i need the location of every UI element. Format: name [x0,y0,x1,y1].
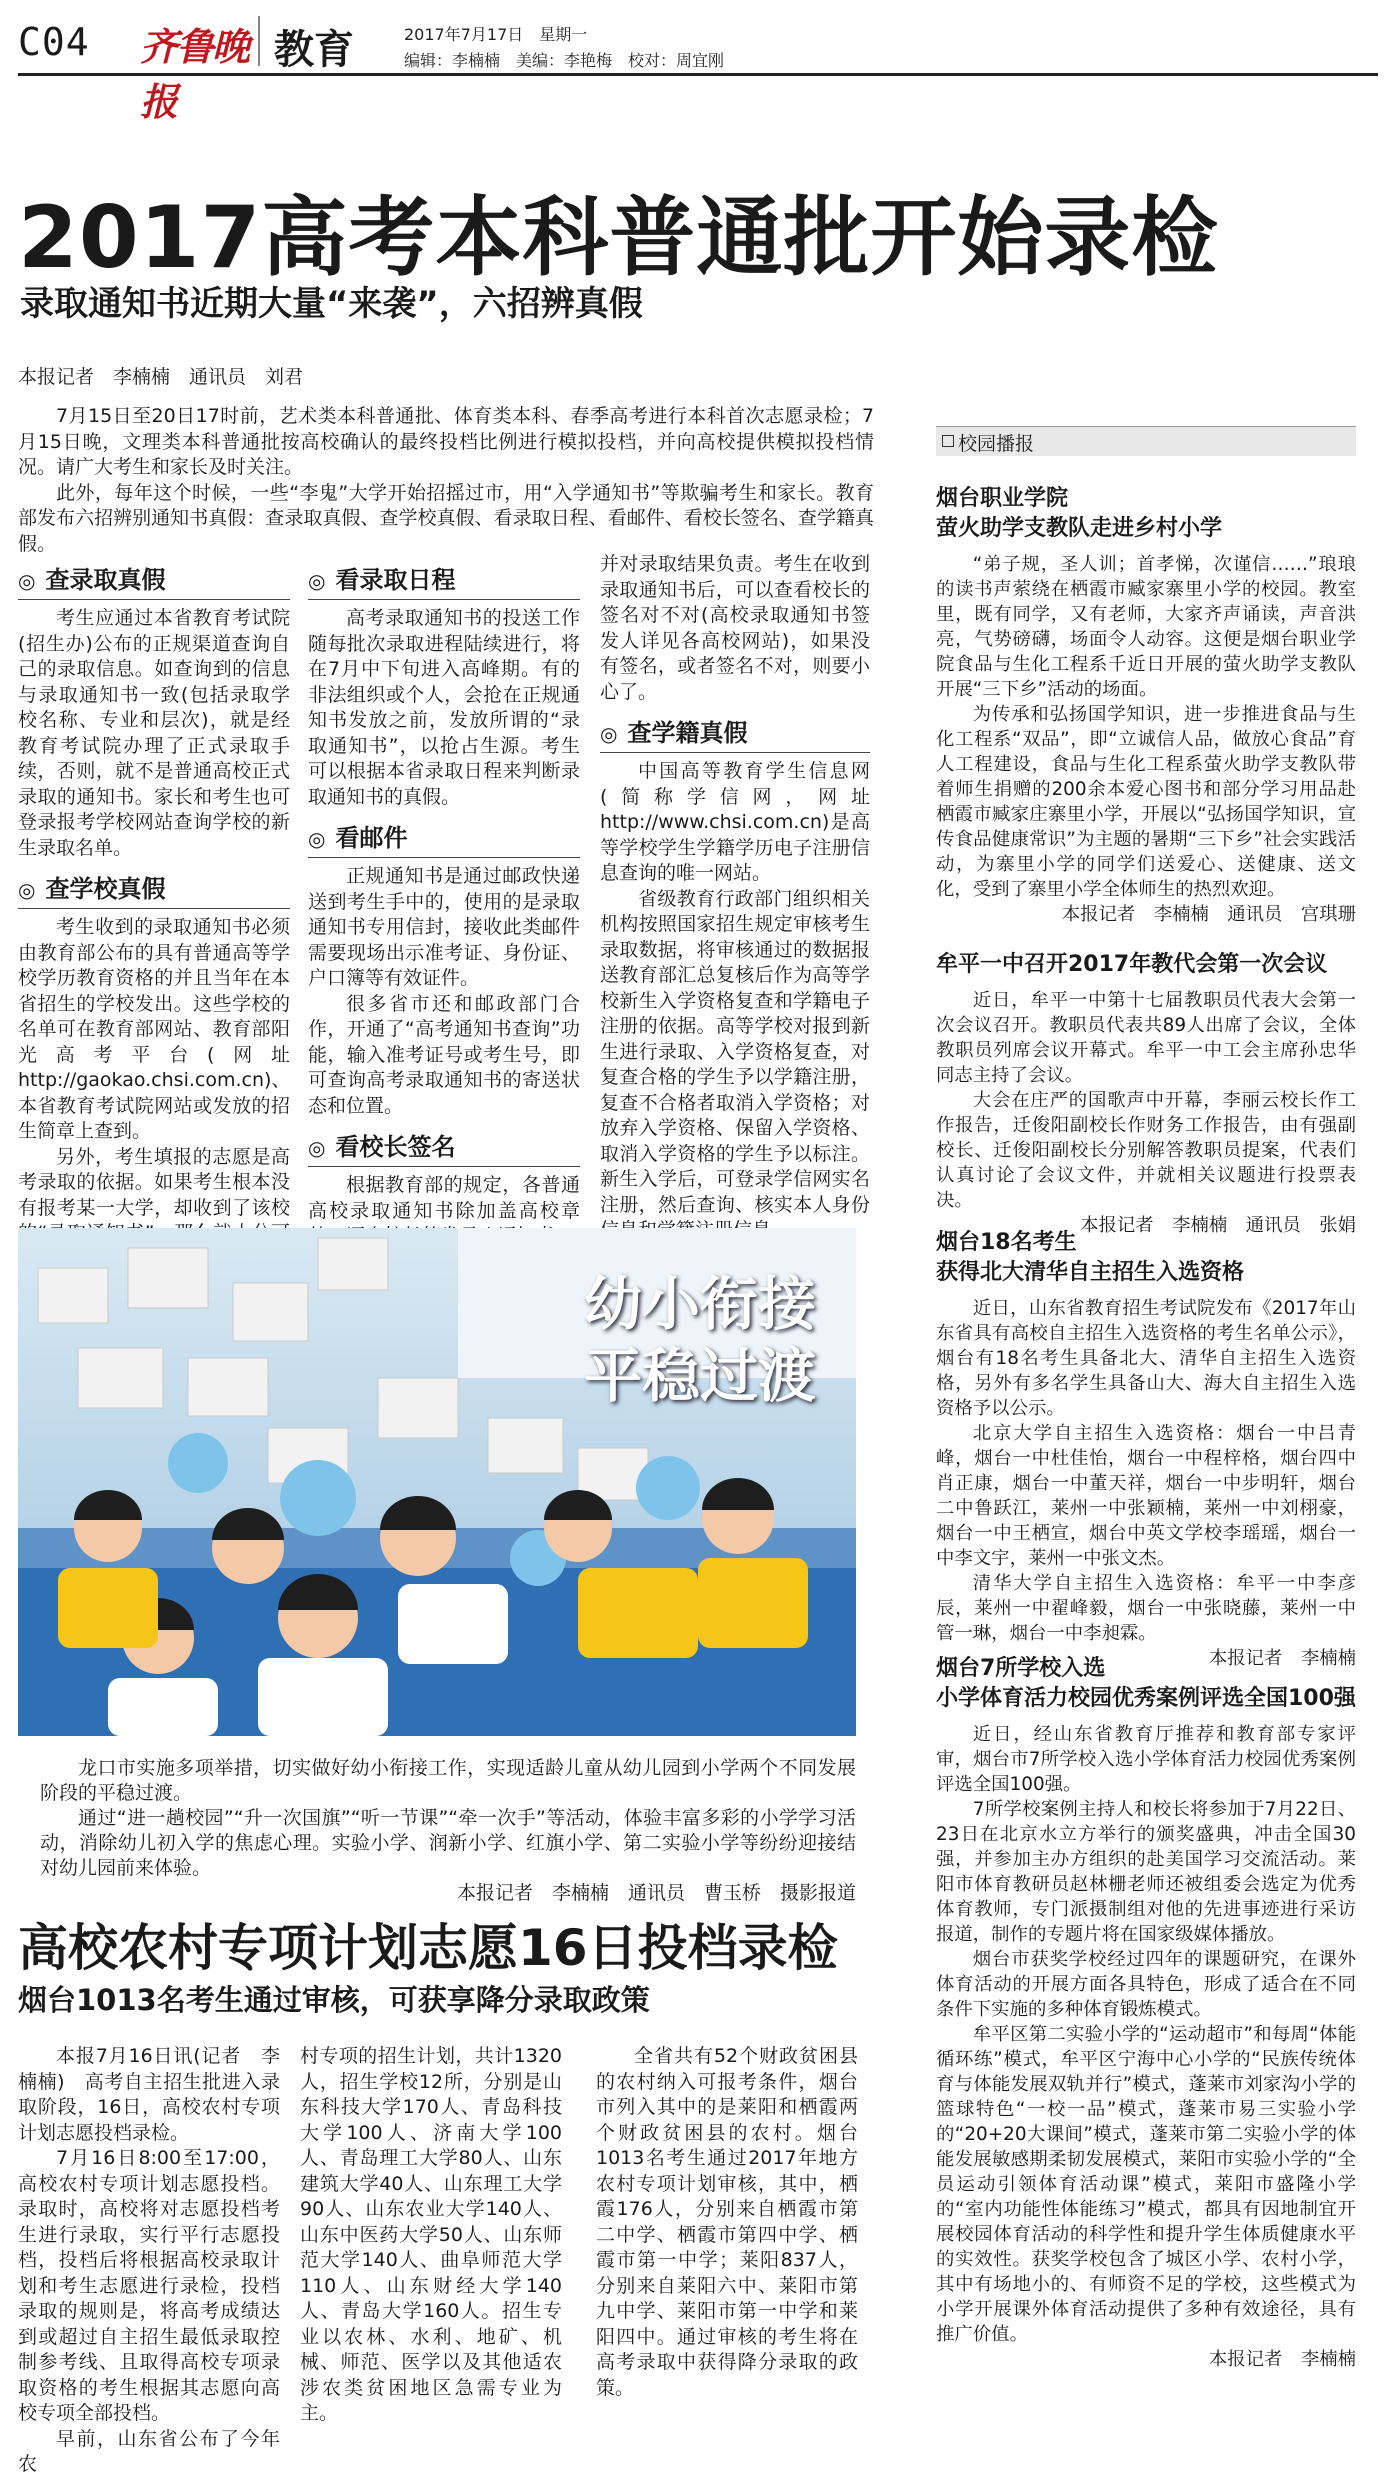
paragraph: 并对录取结果负责。考生在收到录取通知书后，可以查看校长的签名对不对(高校录取通知书签发人详见各高校网站)，如果没有签名，或者签名不对，则要小心了。 [600,553,870,703]
article-credit: 本报记者 李楠楠 [1208,2349,1356,2370]
campus-news-label: 校园播报 [958,433,1035,455]
paragraph: 牟平区第二实验小学的“运动超市”和每周“体能循环练”模式，牟平区宁海中心小学的“民族传统体育与体能发展双轨并行”模式，蓬莱市刘家沟小学的篮球特色“一校一品”模式，蓬莱市易三实验小学的“20+20大课间”模式，蓬莱市第二实验小学的体能发展敏感期柔韧发展模式，莱阳市实验小学的“全员运动引领体育活动课”模式，莱阳市盛隆小学的“室内功能性体能练习”模式，都具有因地制宜开展校园体育活动的科学性和提升学生体质健康水平的实效性。获奖学校包含了城区小学、农村小学，其中有场地小的、有师资不足的学校，这些模式为小学开展课外体育活动提供了多种有效途径，具有推广价值。 [936,2024,1356,2345]
article-title: 烟台职业学院 [936,486,1069,511]
campus-article-4 [936,1654,1356,2372]
paragraph: 近日，山东省教育招生考试院发布《2017年山东省具有高校自主招生入选资格的考生名单公示》，烟台有18名考生具备北大、清华自主招生入选资格，另外有多名学生具备山大、海大自主招生入选资格予以公示。 [936,1298,1356,1419]
target-icon: ◎ [308,1136,326,1160]
paragraph: 近日，牟平一中第十七届教职员代表大会第一次会议召开。教职员代表共89人出席了会议，全体教职员列席会议开幕式。牟平一中工会主席孙忠华同志主持了会议。 [936,990,1356,1086]
second-column-1 [18,2044,280,2478]
photo-title [584,1268,816,1412]
paragraph: 中国高等教育学生信息网(简称学信网，网址http://www.chsi.com.cn)是高等学校学生学籍学历电子注册信息查询的唯一网站。 [600,760,870,884]
target-icon: ◎ [600,722,618,746]
editor-credits: 编辑：李楠楠 美编：李艳梅 校对：周宜刚 [404,51,725,70]
photo-credit: 本报记者 李楠楠 通讯员 曹玉桥 摄影报道 [456,1882,856,1904]
photo-title-line-2: 平稳过渡 [583,1342,816,1410]
article-title: 牟平一中召开2017年教代会第一次会议 [936,952,1328,977]
paragraph: 7所学校案例主持人和校长将参加于7月22日、23日在北京水立方举行的颁奖盛典，冲击全国30强，并参加主办方组织的赴美国学习交流活动。莱阳市体育教研员赵林栅老师还被组委会选定为优秀体育教师，专门派摄制组对他的先进事迹进行采访报道，制作的专题片将在国家级媒体播放。 [936,1799,1356,1945]
paragraph: 村专项的招生计划，共计1320人，招生学校12所，分别是山东科技大学170人、青岛科技大学100人、济南大学100人、青岛理工大学80人、山东建筑大学40人、山东理工大学90人、山东农业大学140人、山东中医药大学50人、山东师范大学140人、曲阜师范大学110人、山东财经大学140人、青岛大学160人。招生专业以农林、水利、地矿、机械、师范、医学以及其他适农涉农类贫困地区急需专业为主。 [300,2045,562,2424]
second-column-3 [596,2044,858,2401]
article-credit: 本报记者 李楠楠 [1208,1648,1356,1669]
paragraph: 为传承和弘扬国学知识，进一步推进食品与生化工程系“双品”，即“立诚信人品，做放心食品”育人工程建设，食品与生化工程系萤火助学支教队带着师生捐赠的200余本爱心图书和部分学习用品赴栖霞市臧家庄寨里小学，开展以“弘扬国学知识，宣传食品健康常识”为主题的暑期“三下乡”社会实践活动，为寨里小学的同学们送爱心、送健康、送文化，受到了寨里小学全体师生的热烈欢迎。 [936,704,1356,900]
section-heading: ◎ 查学籍真假 [600,715,870,753]
second-column-2 [300,2044,562,2427]
paragraph: 省级教育行政部门组织相关机构按照国家招生规定审核考生录取数据，将审核通过的数据报送教育部汇总复核后作为高等学校新生入学资格复查和学籍电子注册的依据。高等学校对报到新生进行录取、入学资格复查，对复查合格的学生予以学籍注册，复查不合格者取消入学资格；对放弃入学资格、保留入学资格、取消入学资格的学生予以标注。新生入学后，可登录学信网实名注册，然后查询、核实本人身份 [600,887,870,1216]
target-icon: ◎ [308,569,326,593]
campus-article-3 [936,1228,1356,1671]
box-icon [942,435,954,447]
paragraph: 考生应通过本省教育考试院(招生办)公布的正规渠道查询自己的录取信息。如查询到的信息与录取通知书一致(包括录取学校名称、专业和层次)，就是经教育考试院办理了正式录取手续，否则，就不是普通高校正式录取的通知书。家长和考生也可登录报考学校网站查询学校的新生录取名单。 [18,607,290,859]
newspaper-logo [140,16,260,124]
photo-caption [40,1756,856,1906]
page-number: C04 [18,20,90,64]
article-credit: 本报记者 李楠楠 通讯员 张娟 [1080,1215,1356,1236]
campus-article-1 [936,484,1356,927]
photo-title-line-1: 幼小衔接 [583,1270,816,1338]
issue-date: 2017年7月17日 星期一 [404,25,588,44]
paragraph: 大会在庄严的国歌声中开幕，李丽云校长作工作报告，迁俊阳副校长作财务工作报告，由有强副校长、迁俊阳副校长分别解答教职员提案，代表们认真讨论了会议文件，并就相关议题进行投票表决。 [936,1090,1356,1211]
paragraph: 本报7月16日讯(记者 李楠楠) 高考自主招生批进入录取阶段，16日，高校农村专项计划志愿投档录检。 [18,2045,280,2144]
section-heading: ◎ 查学校真假 [18,871,290,909]
caption-paragraph: 龙口市实施多项举措，切实做好幼小衔接工作，实现适龄儿童从幼儿园到小学两个不同发展阶段的平稳过渡。 [40,1757,856,1804]
target-icon: ◎ [18,878,36,902]
second-subheadline: 烟台1013名考生通过审核，可获享降分录取政策 [18,1983,650,2017]
section-heading: ◎ 看校长签名 [308,1129,580,1167]
paragraph: 很多省市还和邮政部门合作，开通了“高考通知书查询”功能，输入准考证号或考生号，即可查询高考录取通知书的寄送状态和位置。 [308,992,580,1117]
paragraph: 考生收到的录取通知书必须由教育部公布的具有普通高等学校学历教育资格的并且当年在本省招生的学校发出。这些学校的名单可在教育部网站、教育部阳光高考平台(网址http://gaokao.chsi.com.cn)、本省教育考试院网站或发放的招生简章上查到。 [18,916,291,1142]
paragraph: 早前，山东省公布了今年农 [18,2427,280,2475]
section-heading: ◎ 查录取真假 [18,562,290,600]
paragraph: “弟子规，圣人训；首孝悌，次谨信……”琅琅的读书声萦绕在栖霞市臧家寨里小学的校园。教室里，既有同学，又有老师，大家齐声诵读，声音洪亮，气势磅礴，场面令人动容。这便是烟台职业学院食品与生化工程系千近日开展的萤火助学支教队开展“三下乡”活动的场面。 [936,554,1356,700]
section-heading: ◎ 看邮件 [308,820,580,858]
main-column-3 [600,552,870,1244]
paragraph: 全省共有52个财政贫困县的农村纳入可报考条件，烟台市列入其中的是莱阳和栖霞两个财政贫困县的农村。烟台1013名考生通过2017年地方农村专项计划审核，其中，栖霞176人，分别来自栖霞市第二中学、栖霞市第四中学、栖霞市第一中学；莱阳837人，分别来自莱阳六中、莱阳市第九中学、莱阳市第一中学和莱阳四中。通过审核的考生将在高考录取中获得降分录取的政策。 [596,2045,858,2399]
main-byline: 本报记者 李楠楠 通讯员 刘君 [18,366,304,388]
logo-text: 齐鲁晚报 [140,24,249,124]
main-headline: 2017高考本科普通批开始录检 [18,188,1219,288]
article-credit: 本报记者 李楠楠 通讯员 宫琪珊 [1061,904,1356,925]
paragraph: 北京大学自主招生入选资格：烟台一中吕青峰，烟台一中杜佳怡，烟台一中程梓格，烟台四中肖正康，烟台一中董天祥，烟台一中步明轩，烟台二中鲁跃江，莱州一中张颖楠，莱州一中刘栩豪，烟台一中王栖宣，烟台中英文学校李瑶瑶，烟台一中李文宇，莱州一中张文杰。 [936,1423,1356,1569]
lead-paragraph: 此外，每年这个时候，一些“李鬼”大学开始招摇过市，用“入学通知书”等欺骗考生和家长。教育部发布六招辨别通知书真假：查录取真假、查学校真假、看录取日程、看邮件、看校长签名、查学籍真假。 [18,481,874,555]
campus-news-banner [936,426,1356,456]
target-icon: ◎ [18,569,36,593]
second-headline: 高校农村专项计划志愿16日投档录检 [18,1919,838,1977]
article-title: 获得北大清华自主招生入选资格 [936,1260,1245,1285]
section-name: 教育 [274,27,354,73]
target-icon: ◎ [308,827,326,851]
article-title: 小学体育活力校园优秀案例评选全国100强 [936,1686,1356,1711]
main-column-2 [308,556,580,1250]
paragraph: 7月16日8:00至17:00，高校农村专项计划志愿投档。录取时，高校将对志愿投档考生进行录取，实行平行志愿投档，投档后将根据高校录取计划和考生志愿进行录检，投档录取的规则是，将高考成绩达到或超过自主招生最低录取控制参考线、且取得高校专项录取资格的考生根据其志愿向高校专项全部投档。 [18,2147,280,2424]
paragraph: 清华大学自主招生入选资格：牟平一中李彦辰，莱州一中翟峰毅，烟台一中张晓藤，莱州一中管一琳，烟台一中李昶霖。 [936,1573,1356,1644]
article-title: 烟台18名考生 [936,1230,1077,1255]
article-title: 烟台7所学校入选 [936,1656,1106,1681]
lead-paragraph: 7月15日至20日17时前，艺术类本科普通批、体育类本科、春季高考进行本科首次志愿录检；7月15日晚，文理类本科普通批按高校确认的最终投档比例进行模拟投档，并向高校提供模拟投档情况。请广大考生和家长及时关注。 [18,405,874,478]
main-lead [18,404,874,557]
masthead [18,14,1378,124]
paragraph: 近日，经山东省教育厅推荐和教育部专家评审，烟台市7所学校入选小学体育活力校园优秀案例评选全国100强。 [936,1724,1356,1795]
paragraph: 烟台市获奖学校经过四年的课题研究，在课外体育活动的开展方面各具特色，形成了适合在不同条件下实施的多种体育锻炼模式。 [936,1949,1356,2020]
campus-article-2 [936,950,1356,1238]
main-subheadline: 录取通知书近期大量“来袭”，六招辨真假 [20,284,643,324]
article-title: 萤火助学支教队走进乡村小学 [936,516,1223,541]
news-photo [18,1228,856,1736]
paragraph: 正规通知书是通过邮政快递送到考生手中的，使用的是录取通知书专用信封，接收此类邮件需要现场出示准考证、身份证、户口簿等有效证件。 [308,865,580,989]
paragraph: 高考录取通知书的投送工作随每批次录取进程陆续进行，将在7月中下旬进入高峰期。有的非法组织或个人，会抢在正规通知书发放之前，发放所谓的“录取通知书”，以抢占生源。考生可以根据本省录取日程来判断录取通知书的真假。 [308,607,580,808]
paragraph: 另外，考生填报的志愿是高考录取的依据。如果考生根本没有报考某一大学，却收到了该校 [18,1145,290,1219]
main-column-1 [18,556,290,1272]
section-heading: ◎ 看录取日程 [308,562,580,600]
paragraph: 根据教育部的规定，各普通高校录取通知书除加盖高校章 [308,1174,580,1222]
caption-paragraph: 通过“进一趟校园”“升一次国旗”“听一节课”“牵一次手”等活动，体验丰富多彩的小学学习活动，消除幼儿初入学的焦虑心理。实验小学、润新小学、红旗小学、第二实验小学等纷纷迎接结对幼儿园前来体验。 [40,1807,856,1879]
